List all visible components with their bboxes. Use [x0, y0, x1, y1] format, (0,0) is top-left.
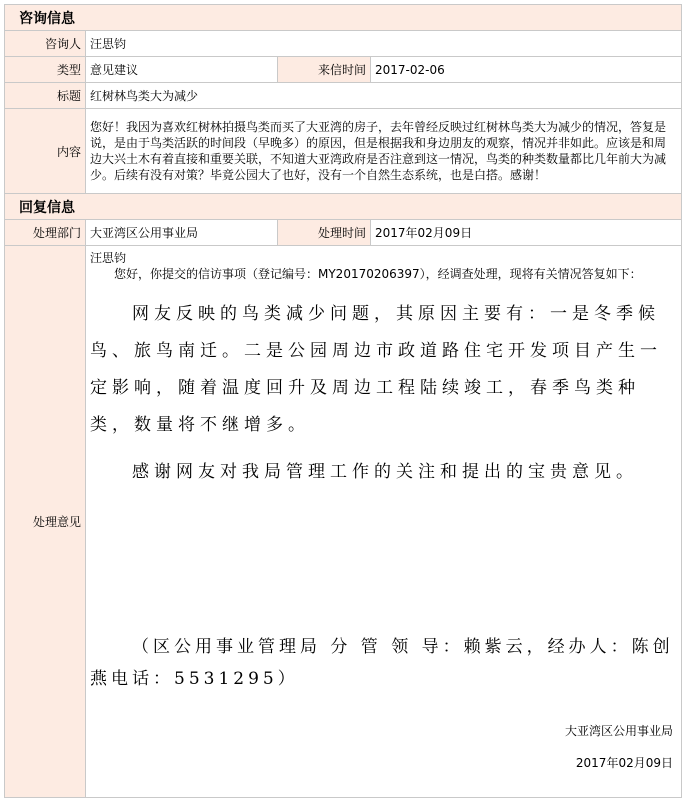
- reply-section-title: 回复信息: [5, 194, 682, 220]
- type-label: 类型: [5, 57, 86, 83]
- content-value: 您好！我因为喜欢红树林拍摄鸟类而买了大亚湾的房子，去年曾经反映过红树林鸟类大为减少的情况，答复是说，是由于鸟类活跃的时间段（早晚多）的原因，但是根据我和身边朋友的观察，情况并非如此。应该是和周边大兴土木有着直接和重要关联，不知道大亚湾政府是否注意到这一情况，鸟类的种类数量都比几年前大为减少。后续有没有对策？毕竟公园大了也好，没有一个自然生态系统，也是白搭。感谢！: [86, 109, 682, 194]
- signature-date: 2017年02月09日: [575, 756, 673, 770]
- consultant-label: 咨询人: [5, 31, 86, 57]
- content-row: [5, 109, 682, 194]
- department-label: 处理部门: [5, 220, 86, 246]
- opinion-paragraph-2: 感谢网友对我局管理工作的关注和提出的宝贵意见。: [132, 462, 638, 482]
- consultant-row: [5, 31, 682, 57]
- consultant-value: 汪思钧: [86, 31, 682, 57]
- letter-time-label: 来信时间: [278, 57, 371, 83]
- handle-time-value: 2017年02月09日: [371, 220, 682, 246]
- reply-section-row: [5, 194, 682, 220]
- opinion-content: [86, 246, 682, 798]
- opinion-salutation: 汪思钧: [90, 251, 127, 265]
- department-value: 大亚湾区公用事业局: [86, 220, 278, 246]
- opinion-paragraph-1: 网友反映的鸟类减少问题，其原因主要有：一是冬季候鸟、旅鸟南迁。二是公园周边市政道路住宅开发项目产生一定影响，随着温度回升及周边工程陆续竣工，春季鸟类种类，数量将不继增多。: [90, 304, 662, 435]
- handle-time-label: 处理时间: [278, 220, 371, 246]
- content-label: 内容: [5, 109, 86, 194]
- opinion-signature: [90, 723, 677, 771]
- department-time-row: [5, 220, 682, 246]
- type-value: 意见建议: [86, 57, 278, 83]
- opinion-label: 处理意见: [5, 246, 86, 798]
- signature-org: 大亚湾区公用事业局: [564, 724, 673, 738]
- title-value: 红树林鸟类大为减少: [86, 83, 682, 109]
- title-label: 标题: [5, 83, 86, 109]
- title-row: [5, 83, 682, 109]
- inquiry-section-title: 咨询信息: [5, 5, 682, 31]
- opinion-contact-note: （区公用事业管理局 分 管 领 导：赖紫云，经办人：陈创燕电话：5531295）: [90, 637, 674, 689]
- type-time-row: [5, 57, 682, 83]
- opinion-row: [5, 246, 682, 798]
- inquiry-section-row: [5, 5, 682, 31]
- opinion-intro: 您好，你提交的信访事项（登记编号：MY20170206397），经调查处理，现将有关情况答复如下：: [114, 267, 642, 281]
- letter-time-value: 2017-02-06: [371, 57, 682, 83]
- inquiry-reply-table: [4, 4, 682, 798]
